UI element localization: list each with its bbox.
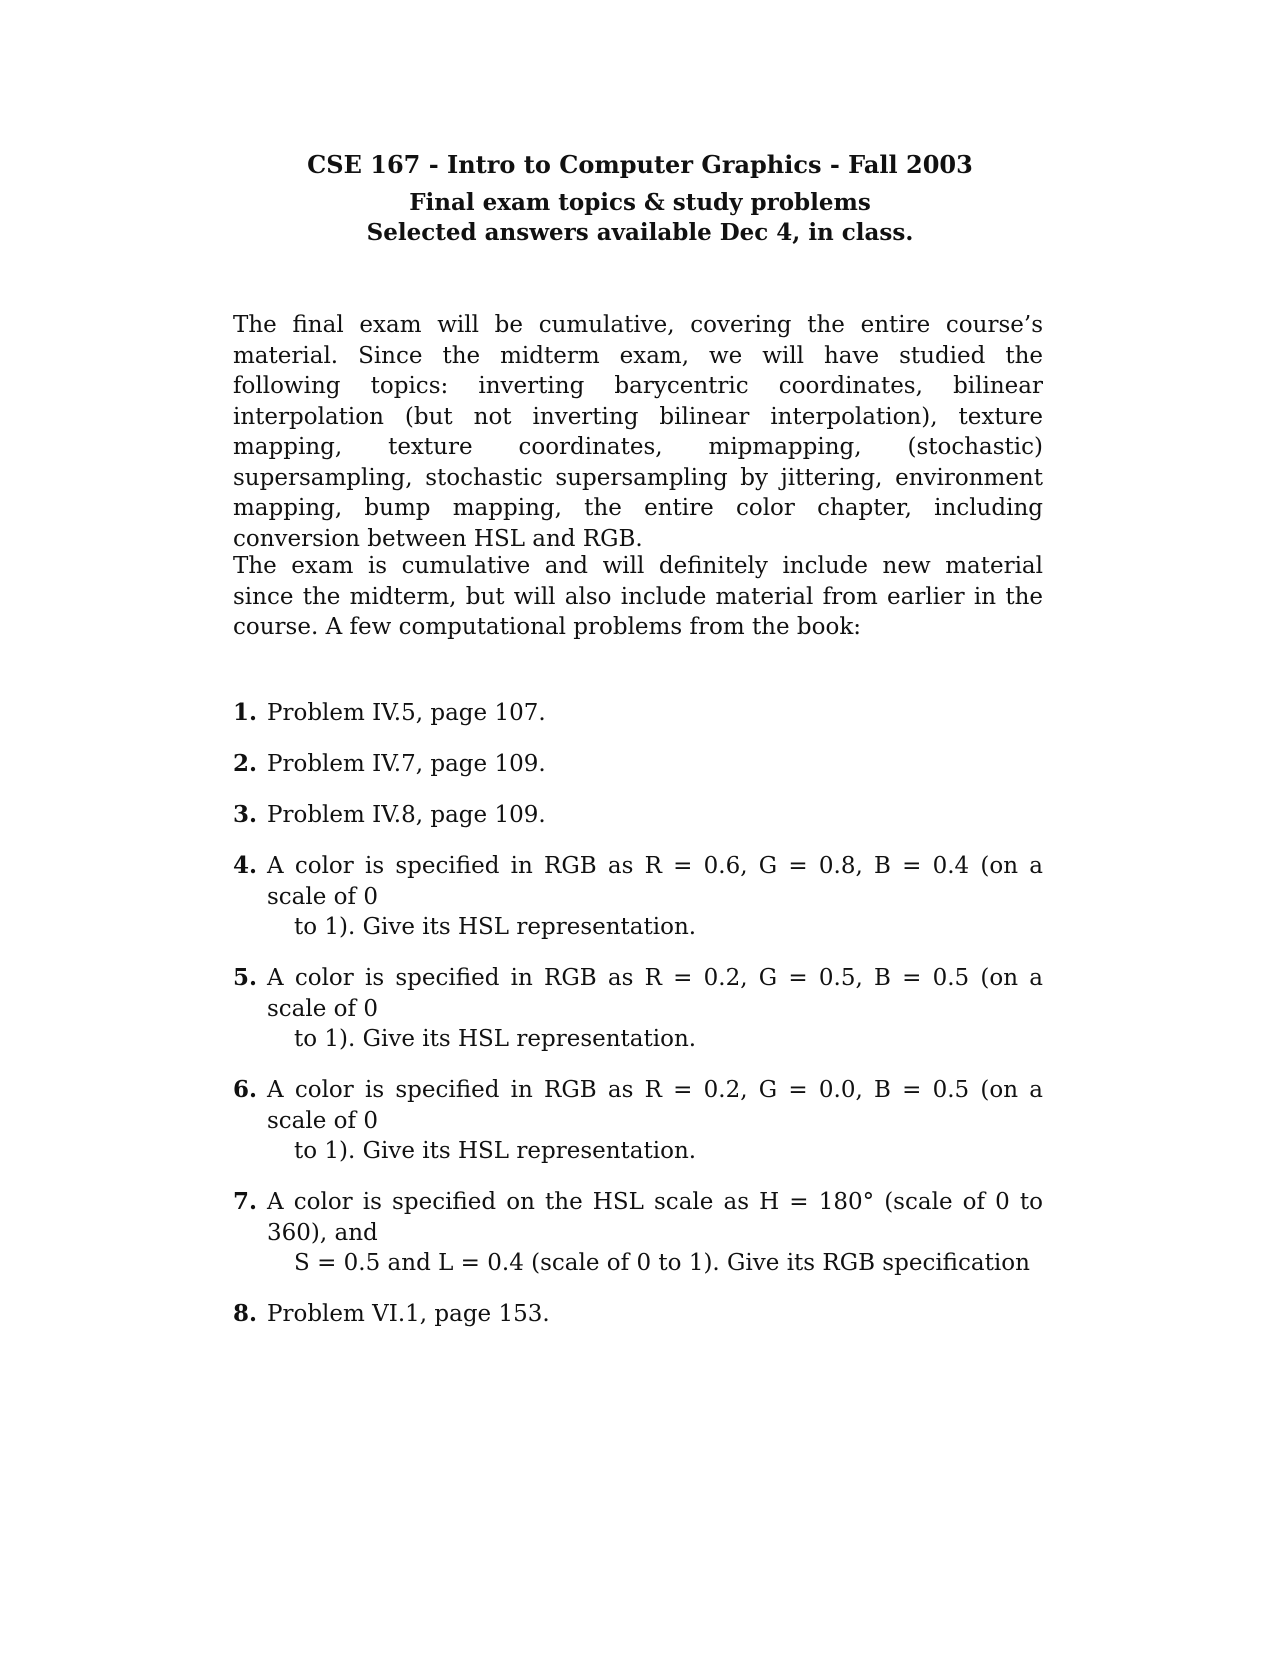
problem-line-continued: to 1). Give its HSL representation. [294,914,697,940]
problem-line: A color is specified on the HSL scale as H = 180° (scale of 0 to 360), and [267,1189,1043,1246]
problem-text [267,698,1043,729]
problem-item [233,1075,1043,1167]
document-subtitle: Final exam topics & study problems [409,189,871,216]
problem-number: 4. [233,852,258,879]
problem-item [233,749,1043,780]
problem-line-continued: to 1). Give its HSL representation. [294,1138,697,1164]
topics-paragraph: The final exam will be cumulative, covering the entire course’s material. Since the midterm exam, we will have studied the following topics: inverting barycentric coordinates, bilinear interpolation (but not inverting bilinear interpolation), texture mapping, texture coordinates, mipmapping, (stochastic) supersampling, stochastic supersampling by jittering, environment mapping, bump mapping, the entire color chapter, including conversion between HSL and RGB. [233,312,1043,552]
problem-text [267,1299,1043,1330]
problem-item [233,1299,1043,1330]
problem-text [267,1187,1043,1279]
problem-item [233,963,1043,1055]
problem-line-continued: to 1). Give its HSL representation. [294,1026,697,1052]
problem-line: A color is specified in RGB as R = 0.2, G = 0.0, B = 0.5 (on a scale of 0 [267,1077,1043,1134]
problem-text [267,1075,1043,1167]
problem-list [233,698,1043,1350]
exam-paragraph: The exam is cumulative and will definitely include new material since the midterm, but will also include material from earlier in the course. A few computational problems from the book: [233,553,1043,640]
problem-line: A color is specified in RGB as R = 0.6, G = 0.8, B = 0.4 (on a scale of 0 [267,853,1043,910]
problem-number: 5. [233,964,258,991]
problem-line: Problem IV.7, page 109. [267,751,546,777]
problem-item [233,698,1043,729]
problem-line: Problem VI.1, page 153. [267,1301,550,1327]
problem-line-continued: S = 0.5 and L = 0.4 (scale of 0 to 1). Give its RGB specification [294,1250,1030,1276]
problem-text [267,851,1043,943]
problem-number: 7. [233,1188,258,1215]
problem-line: Problem IV.8, page 109. [267,802,546,828]
problem-text [267,963,1043,1055]
problem-item [233,800,1043,831]
course-title: CSE 167 - Intro to Computer Graphics - Fall 2003 [307,150,973,179]
problem-number: 3. [233,801,258,828]
problem-item [233,1187,1043,1279]
answers-note: Selected answers available Dec 4, in class. [366,219,914,246]
document-header [0,150,1280,248]
problem-text [267,800,1043,831]
problem-number: 2. [233,750,258,777]
problem-number: 8. [233,1300,258,1327]
problem-line: A color is specified in RGB as R = 0.2, G = 0.5, B = 0.5 (on a scale of 0 [267,965,1043,1022]
problem-item [233,851,1043,943]
problem-line: Problem IV.5, page 107. [267,700,546,726]
problem-text [267,749,1043,780]
problem-number: 1. [233,699,258,726]
problem-number: 6. [233,1076,258,1103]
